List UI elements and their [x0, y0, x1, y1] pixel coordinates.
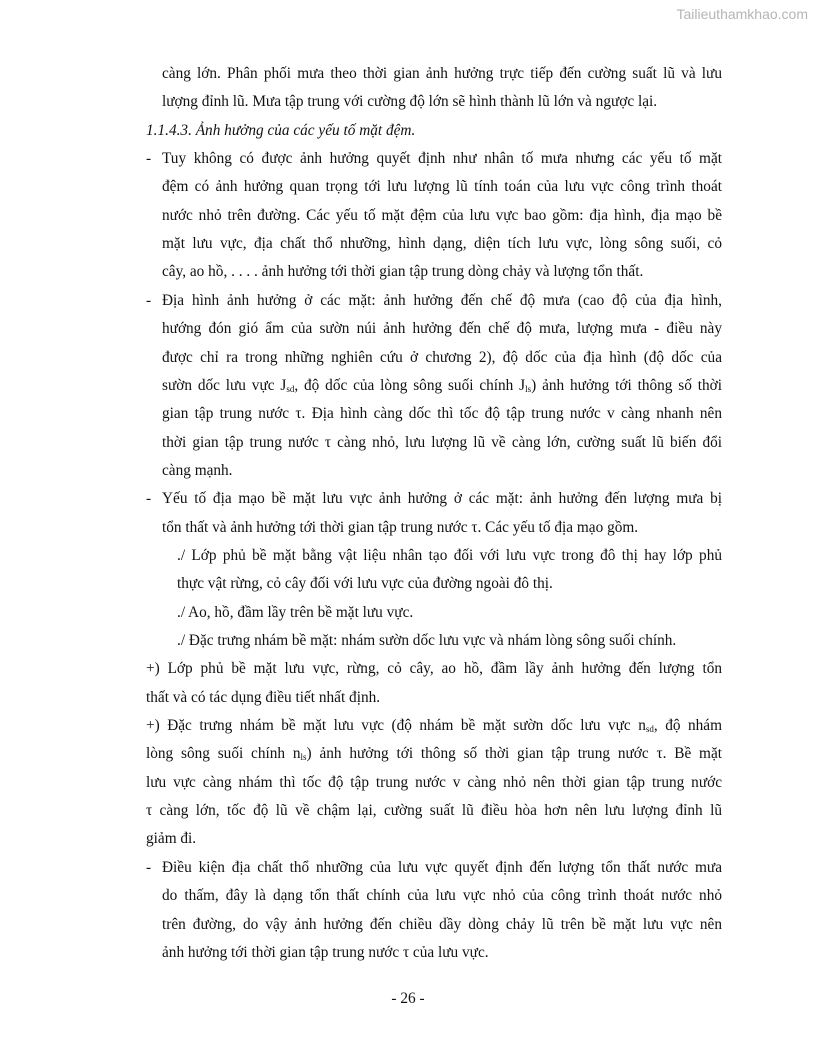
text-segment: , độ dốc của lòng sông suối chính J	[294, 376, 526, 394]
text-segment: Yếu tố địa mạo bề mặt lưu vực ảnh hưởng ở các mặt: ảnh hưởng đến lượng mưa bị	[162, 490, 722, 508]
text-segment: lưu vực càng nhám thì tốc độ tập trung nước v càng nhỏ nên thời gian tập trung nước	[146, 773, 722, 791]
text-line	[146, 773, 722, 793]
text-line	[162, 518, 722, 538]
subscript: sd	[286, 383, 295, 394]
text-line	[146, 829, 722, 849]
text-segment: mặt lưu vực, địa chất thổ nhưỡng, hình dạng, diện tích lưu vực, lòng sông suối, cỏ	[162, 235, 722, 253]
text-line	[162, 149, 722, 169]
text-segment: ) ảnh hưởng tới thông số thời gian tập trung nước τ. Bề mặt	[306, 745, 722, 763]
text-line	[162, 348, 722, 368]
text-line	[162, 915, 722, 935]
text-line	[162, 64, 722, 84]
text-line	[146, 688, 722, 708]
text-segment: do thấm, đây là dạng tổn thất chính của lưu vực nhỏ của công trình thoát nước nhỏ	[162, 887, 722, 905]
text-line	[146, 801, 722, 821]
text-segment: Điều kiện địa chất thổ nhưỡng của lưu vực quyết định đến lượng tổn thất nước mưa	[162, 858, 722, 876]
text-segment: ./ Đặc trưng nhám bề mặt: nhám sườn dốc lưu vực và nhám lòng sông suối chính.	[177, 632, 677, 649]
text-segment: đệm có ảnh hưởng quan trọng tới lưu lượng lũ tính toán của lưu vực công trình thoát	[162, 178, 722, 196]
text-segment: cây, ao hồ, . . . . ảnh hưởng tới thời gian tập trung dòng chảy và lượng tổn thất.	[162, 263, 644, 281]
text-line	[146, 659, 722, 679]
text-segment: +) Lớp phủ bề mặt lưu vực, rừng, cỏ cây, ao hồ, đầm lầy ảnh hưởng đến lượng tổn	[146, 660, 722, 678]
bullet-dash: -	[146, 858, 152, 876]
text-line	[177, 546, 722, 566]
text-line	[177, 603, 722, 623]
subscript: ls	[300, 752, 307, 763]
text-segment: +) Đặc trưng nhám bề mặt lưu vực (độ nhám bề mặt sườn dốc lưu vực n	[146, 717, 646, 735]
subscript: sd	[645, 724, 654, 735]
text-line	[162, 262, 722, 282]
text-segment: ./ Ao, hồ, đầm lầy trên bề mặt lưu vực.	[177, 603, 414, 621]
text-segment: sườn dốc lưu vực J	[162, 376, 287, 394]
text-segment: gian tập trung nước τ. Địa hình càng dốc thì tốc độ tập trung nước v càng nhanh nên	[162, 405, 722, 423]
section-heading	[146, 121, 722, 141]
text-line	[162, 943, 722, 963]
bullet-dash: -	[146, 490, 152, 508]
page-number: - 26 -	[391, 990, 425, 1007]
text-line	[162, 177, 722, 197]
text-line	[162, 433, 722, 453]
text-segment: 1.1.4.3. Ảnh hưởng của các yếu tố mặt đệm.	[146, 121, 416, 139]
text-segment: giảm đi.	[146, 830, 197, 848]
text-segment: hướng đón gió ẩm của sườn núi ảnh hưởng đến chế độ mưa, lượng mưa - điều này	[162, 320, 722, 338]
text-line	[177, 631, 722, 651]
text-segment: Địa hình ảnh hưởng ở các mặt: ảnh hưởng đến chế độ mưa (cao độ của địa hình,	[162, 291, 722, 309]
bullet-dash: -	[146, 150, 152, 168]
text-line	[162, 319, 722, 339]
text-segment: ảnh hưởng tới thời gian tập trung nước τ của lưu vực.	[162, 943, 489, 961]
text-line	[162, 206, 722, 226]
text-segment: càng mạnh.	[162, 461, 233, 479]
text-segment: tổn thất và ảnh hưởng tới thời gian tập trung nước τ. Các yếu tố địa mạo gồm.	[162, 518, 639, 536]
text-segment: , độ nhám	[653, 717, 722, 735]
text-line	[177, 574, 722, 594]
text-segment: thời gian tập trung nước τ càng nhỏ, lưu lượng lũ về càng lớn, cường suất lũ biến đổi	[162, 433, 722, 451]
text-line	[146, 716, 722, 736]
text-line	[162, 291, 722, 311]
text-segment: trên đường, do vậy ảnh hưởng đến chiều dầy dòng chảy lũ trên bề mặt lưu vực nên	[162, 915, 722, 933]
text-segment: lòng sông suối chính n	[146, 745, 301, 763]
text-line	[162, 886, 722, 906]
text-line	[162, 461, 722, 481]
text-line	[162, 376, 722, 396]
text-line	[146, 744, 722, 764]
watermark: Tailieuthamkhao.com	[676, 6, 808, 22]
text-segment: Tuy không có được ảnh hưởng quyết định như nhân tố mưa nhưng các yếu tố mặt	[162, 150, 722, 168]
text-segment: lượng đỉnh lũ. Mưa tập trung với cường độ lớn sẽ hình thành lũ lớn và ngược lại.	[162, 93, 658, 111]
text-line	[162, 858, 722, 878]
text-segment: thất và có tác dụng điều tiết nhất định.	[146, 688, 381, 706]
text-segment: thực vật rừng, cỏ cây đối với lưu vực của đường ngoài đô thị.	[177, 575, 553, 593]
text-segment: ) ảnh hưởng tới thông số thời	[531, 376, 722, 394]
text-segment: được chỉ ra trong những nghiên cứu ở chương 2), độ dốc của địa hình (độ dốc của	[162, 348, 722, 366]
text-line	[162, 489, 722, 509]
bullet-dash: -	[146, 291, 152, 309]
text-line	[162, 404, 722, 424]
text-line	[162, 234, 722, 254]
text-line	[162, 92, 722, 112]
text-segment: ./ Lớp phủ bề mặt bằng vật liệu nhân tạo đối với lưu vực trong đô thị hay lớp phủ	[177, 546, 722, 564]
text-segment: τ càng lớn, tốc độ lũ về chậm lại, cường suất lũ điều hòa hơn nên lưu lượng đỉnh lũ	[146, 802, 722, 820]
text-segment: nước nhỏ trên đường. Các yếu tố mặt đệm của lưu vực bao gồm: địa hình, địa mạo bề	[162, 206, 722, 224]
text-segment: càng lớn. Phân phối mưa theo thời gian ảnh hưởng trực tiếp đến cường suất lũ và lưu	[162, 65, 722, 82]
subscript: ls	[525, 383, 532, 394]
